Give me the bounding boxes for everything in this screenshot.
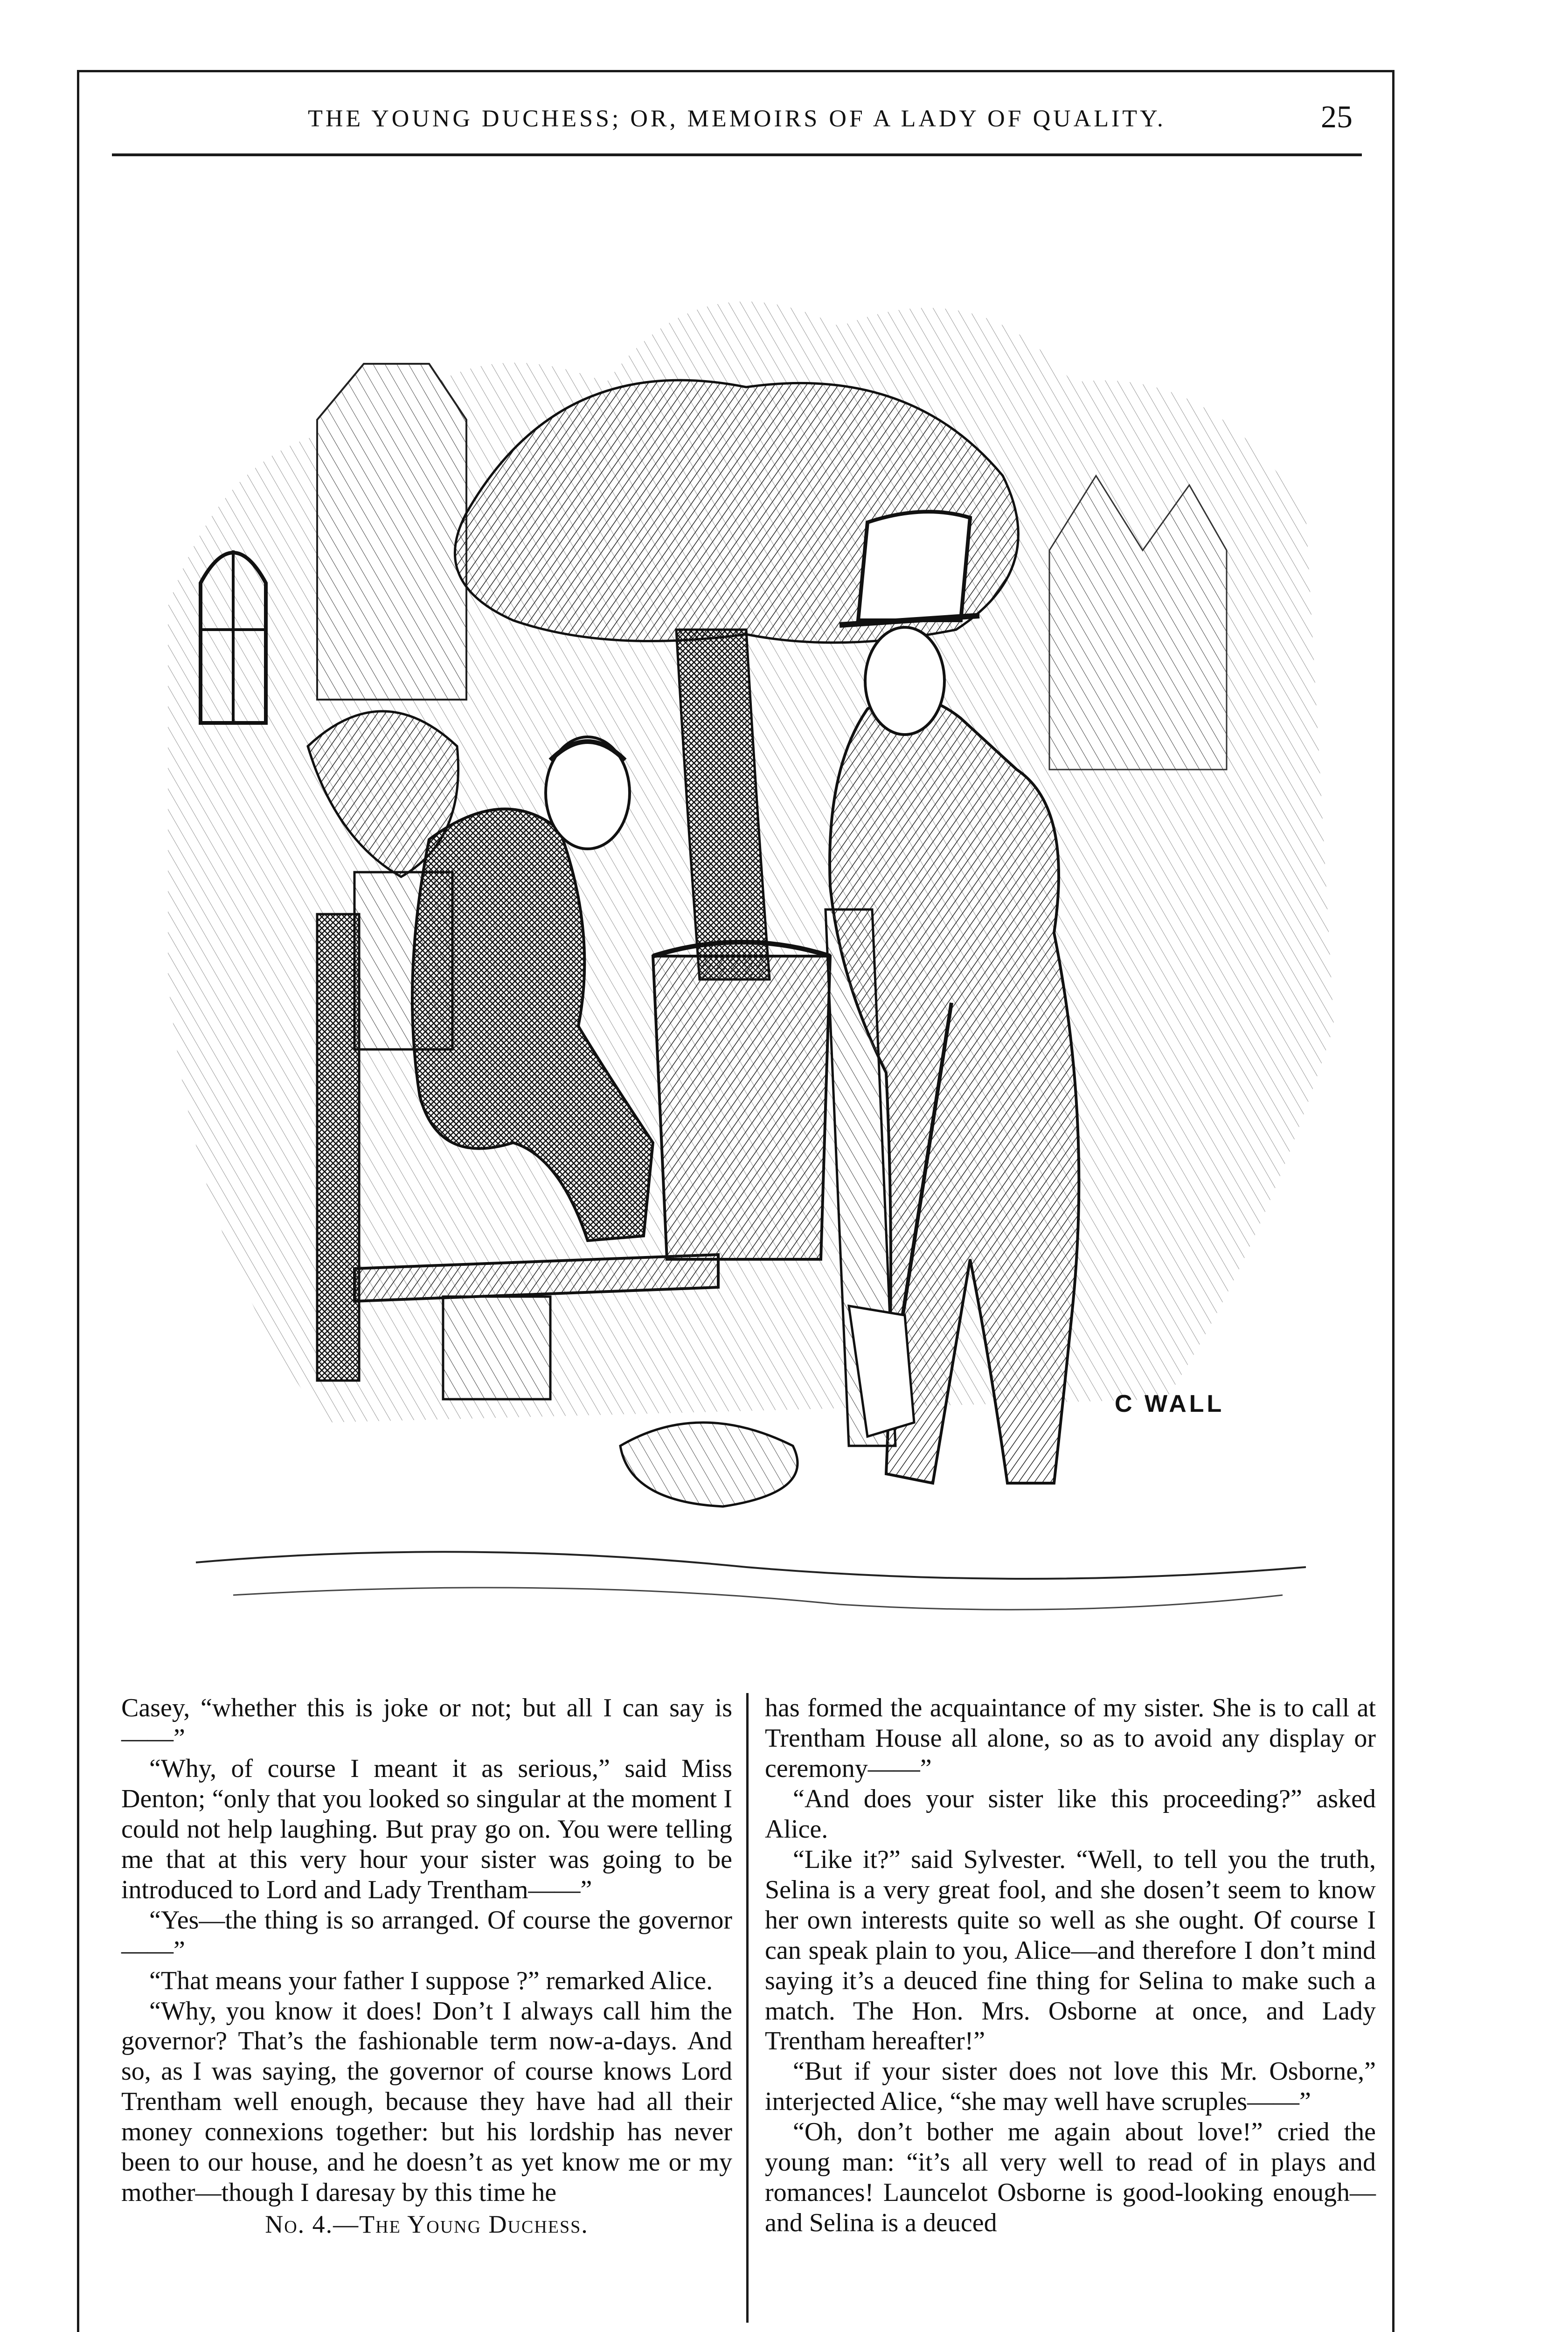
column-divider — [746, 1693, 749, 2323]
engraving-illustration — [140, 187, 1362, 1651]
paragraph: “That means your father I suppose ?” remarked Alice. — [149, 1966, 713, 1995]
page-header — [112, 96, 1362, 156]
text-column-right — [765, 1693, 1376, 2238]
artist-signature: C WALL — [1115, 1390, 1225, 1417]
paragraph: “Why, you know it does! Don’t I always call him the governor? That’s the fashionable term now-a-days. And so, as I was saying, the governor of course knows Lord Trentham well enough, because they have had all their money connexions together: but his lordship has never been to our house, and he doesn’t as yet know me or my mother—though I daresay by this time he — [121, 1996, 732, 2207]
engraving-two-men-in-garden-icon — [140, 187, 1362, 1651]
paragraph: has formed the acquaintance of my sister. She is to call at Trentham House all alone, so as to avoid any display or ceremony——” — [765, 1693, 1376, 1783]
paragraph: “And does your sister like this proceeding?” asked Alice. — [765, 1784, 1376, 1844]
page-number: 25 — [1321, 99, 1353, 134]
paragraph: “But if your sister does not love this Mr. Osborne,” interjected Alice, “she may well have scruples——” — [765, 2057, 1376, 2117]
running-title: THE YOUNG DUCHESS; OR, MEMOIRS OF A LADY OF QUALITY. — [308, 105, 1166, 132]
paragraph: “Like it?” said Sylvester. “Well, to tell you the truth, Selina is a very great fool, and she dosen’t seem to know her own interests quite so well as she ought. Of course I can speak plain to you, Alice—and therefore I don’t mind saying it’s a deuced fine thing for Selina to make such a match. The Hon. Mrs. Osborne at once, and Lady Trentham hereafter!” — [765, 1845, 1376, 2056]
part-number-line: No. 4.—The Young Duchess. — [265, 2210, 589, 2239]
paragraph: Casey, “whether this is joke or not; but all I can say is——” — [121, 1693, 732, 1753]
paragraph: “Oh, don’t bother me again about love!” cried the young man: “it’s all very well to read of in plays and romances! Launcelot Osborne is good-looking enough—and Selina is a deuced — [765, 2117, 1376, 2238]
text-column-left — [121, 1693, 732, 2239]
paragraph: “Why, of course I meant it as serious,” said Miss Denton; “only that you looked so singular at the moment I could not help laughing. But pray go on. You were telling me that at this very hour your sister was going to be introduced to Lord and Lady Trentham——” — [121, 1754, 732, 1904]
paragraph: “Yes—the thing is so arranged. Of course the governor——” — [121, 1905, 732, 1965]
